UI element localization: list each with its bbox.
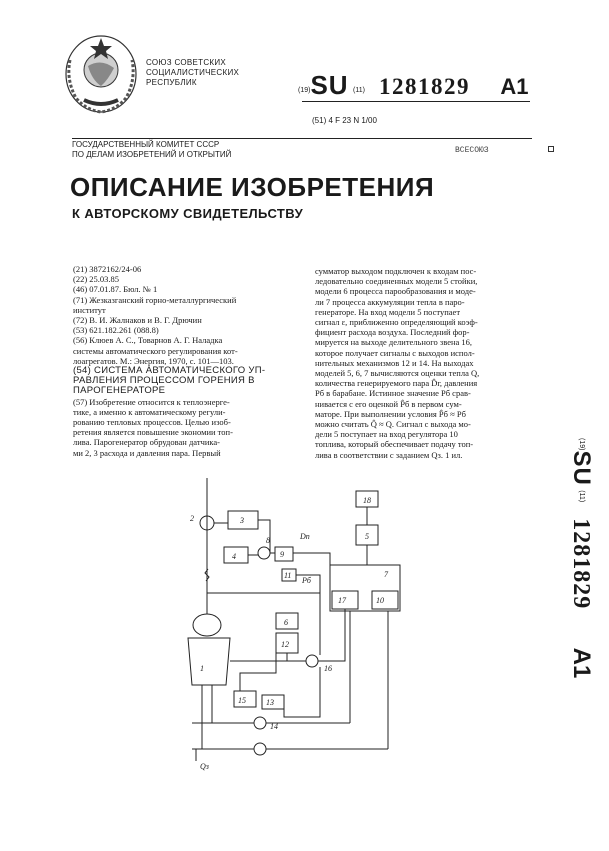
- committee-name: [72, 140, 231, 160]
- committee-line: ПО ДЕЛАМ ИЗОБРЕТЕНИЙ И ОТКРЫТИЙ: [72, 150, 232, 159]
- abstract-line: сумматор выходом подключен к входам пос-: [315, 266, 477, 276]
- state-emblem: [62, 30, 140, 116]
- abstract-line: дели 5 поступает на вход регулятора 10: [315, 429, 458, 440]
- margin-country-prefix: (19): [578, 438, 585, 451]
- margin-patent-number-text: 1281829: [568, 518, 594, 610]
- label-pb: Pб: [302, 576, 311, 585]
- patent-number-block: [298, 70, 529, 100]
- abstract-line: модели 6 процесса парообразования и моде-: [315, 286, 476, 297]
- abstract-column: [315, 266, 537, 460]
- document-title: ОПИСАНИЕ ИЗОБРЕТЕНИЯ: [70, 172, 435, 202]
- abstract-line: маторе. При выполнении условия P̂б ≈ Pб: [315, 408, 466, 419]
- ipc-classification: (51) 4 F 23 N 1/00: [312, 116, 377, 125]
- margin-number-prefix: (11): [578, 490, 585, 503]
- label-8: 8: [266, 536, 270, 545]
- biblio-line: лоагрегатов. М.: Энергия, 1970, с. 101—103.: [73, 355, 234, 366]
- committee-line: ГОСУДАРСТВЕННЫЙ КОМИТЕТ СССР: [72, 140, 220, 149]
- abstract-line: лива. Парогенератор обрудован датчика-: [73, 437, 220, 448]
- biblio-line: системы автоматического регулирования кот-: [73, 345, 238, 356]
- label-16: 16: [324, 664, 332, 673]
- union-name: [146, 58, 239, 88]
- margin-kind-code: A1: [568, 647, 595, 679]
- abstract-line: можно считать Q̂ ≈ Q. Сигнал с выхода мо-: [315, 419, 471, 430]
- label-dp: Dп: [300, 532, 310, 541]
- bibliographic-column: [73, 264, 297, 458]
- abstract-line: сигнал ε, приближенно определяющий коэф-: [315, 317, 478, 328]
- biblio-line: (22) 25.03.85: [73, 274, 120, 285]
- schematic-diagram: [180, 473, 480, 773]
- abstract-line: ми 2, 3 расхода и давления пара. Первый: [73, 447, 221, 458]
- union-line: СОЦИАЛИСТИЧЕСКИХ: [146, 68, 240, 77]
- document-subtitle: К АВТОРСКОМУ СВИДЕТЕЛЬСТВУ: [72, 206, 304, 221]
- label-15: 15: [238, 696, 246, 705]
- abstract-line: ретения является повышение экономии топ-: [73, 427, 233, 438]
- label-3: 3: [240, 516, 244, 525]
- abstract-line: рованию тепловых процессов. Целью изоб-: [73, 417, 231, 428]
- abstract-line: (57) Изобретение относится к теплоэнерге-: [73, 396, 230, 407]
- stamp-mark: [548, 146, 554, 152]
- margin-country-code: SU: [568, 450, 595, 486]
- abstract-line: количества генерируемого пара D̂г, давления: [315, 378, 478, 389]
- label-4: 4: [232, 552, 236, 561]
- label-1: 1: [200, 664, 204, 673]
- block-4: [224, 547, 248, 563]
- summator-8: [258, 547, 270, 559]
- union-line: РЕСПУБЛИК: [146, 78, 197, 87]
- biblio-line: (71) Жезказганский горно-металлургический: [73, 294, 237, 305]
- label-13: 13: [266, 698, 274, 707]
- abstract-line: генераторе. На вход модели 5 поступает: [315, 306, 461, 317]
- label-17: 17: [338, 596, 346, 605]
- abstract-line: нивается с его оценкой P̂б в первом сум-: [315, 398, 462, 409]
- country-code-prefix: (19): [298, 87, 311, 94]
- invention-title-line: ПАРОГЕНЕРАТОРЕ: [73, 386, 166, 397]
- label-qz: Qз: [200, 762, 209, 771]
- abstract-line: ли 7 процесса аккумуляции тепла в паро-: [315, 296, 465, 307]
- block-9: [275, 547, 293, 561]
- abstract-line: нительных механизмов 12 и 14. На выходах: [315, 357, 474, 368]
- margin-patent-number: [543, 438, 593, 698]
- patent-number: 1281829: [378, 74, 470, 99]
- biblio-line: (56) Клюев А. С., Товарнов А. Г. Наладка: [73, 335, 223, 346]
- biblio-line: институт: [73, 304, 106, 315]
- sensor-14: [254, 717, 266, 729]
- abstract-line: которое получает сигналы с выходов испол-: [315, 347, 475, 358]
- label-14: 14: [270, 722, 278, 731]
- kind-code: A1: [500, 74, 529, 99]
- boiler-outline: [188, 638, 230, 685]
- abstract-line: фициент расхода воздуха. Последний фор-: [315, 327, 470, 338]
- country-code: SU: [310, 70, 349, 100]
- summator-16: [306, 655, 318, 667]
- label-2: 2: [190, 514, 194, 523]
- schematic-svg: [180, 473, 480, 773]
- label-9: 9: [280, 550, 284, 559]
- number-prefix: (11): [353, 87, 365, 94]
- label-10: 10: [376, 596, 384, 605]
- union-line: СОЮЗ СОВЕТСКИХ: [146, 58, 227, 67]
- biblio-line: (21) 3872162/24-06: [73, 264, 142, 274]
- abstract-line: ледовательно соединенных модели 5 стойки,: [315, 276, 478, 287]
- label-5: 5: [365, 532, 369, 541]
- abstract-line: лива в соответствии с заданием Qз. 1 ил.: [315, 449, 463, 460]
- biblio-line: (72) В. И. Жалнаков и В. Г. Дрючин: [73, 315, 202, 326]
- committee-rule: [72, 138, 532, 139]
- abstract-line: топлива, который обеспечивает подачу топ-: [315, 439, 474, 450]
- header-rule: [302, 101, 530, 102]
- abstract-line: Pб в барабане. Истинное значение Pб срав-: [315, 388, 471, 399]
- label-18: 18: [363, 496, 371, 505]
- abstract-line: моделей 5, 6, 7 вычисляются оценки тепла Q,: [315, 368, 480, 379]
- drum: [193, 614, 221, 636]
- invention-title-line: (54) СИСТЕМА АВТОМАТИЧЕСКОГО УП-: [73, 366, 266, 377]
- biblio-line: (53) 621.182.261 (088.8): [73, 325, 159, 336]
- label-11: 11: [284, 571, 292, 580]
- label-7: 7: [384, 570, 388, 579]
- library-stamp: ВСЕСОЮЗ: [455, 146, 489, 155]
- sensor-1: [254, 743, 266, 755]
- label-12: 12: [281, 640, 289, 649]
- label-6: 6: [284, 618, 288, 627]
- abstract-line: мируется на выходе делительного звена 16,: [315, 337, 473, 348]
- abstract-line: тике, а именно к автоматическому регули-: [73, 406, 226, 417]
- invention-title-line: РАВЛЕНИЯ ПРОЦЕССОМ ГОРЕНИЯ В: [73, 376, 255, 387]
- biblio-line: (46) 07.01.87. Бюл. № 1: [73, 284, 158, 295]
